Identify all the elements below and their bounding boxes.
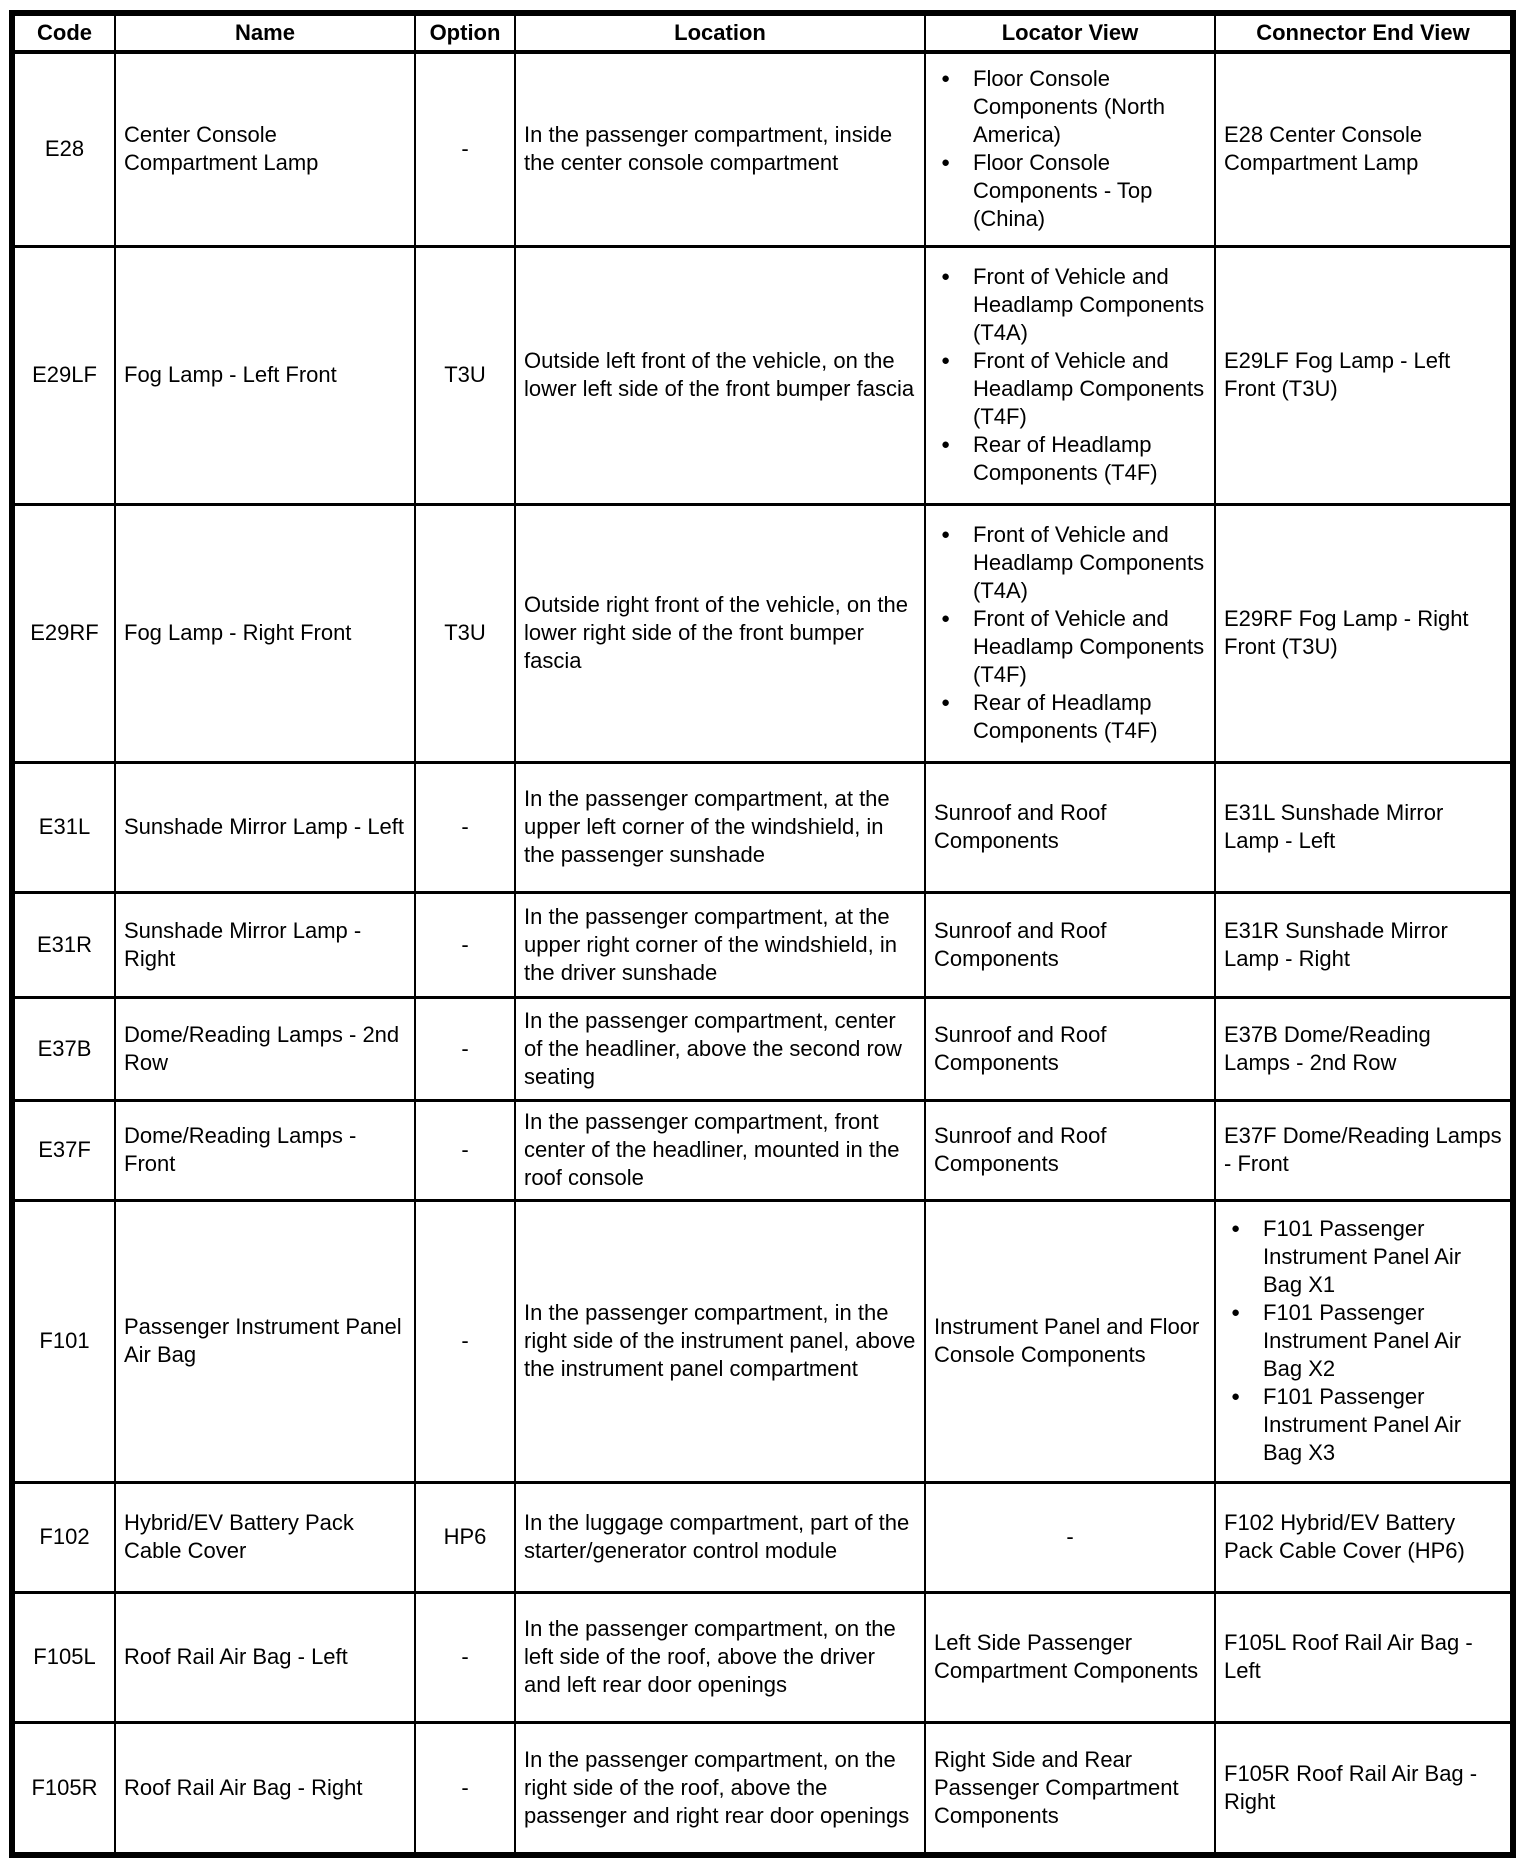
bullet-icon: ● [941, 268, 951, 285]
table-row [12, 1100, 1513, 1200]
cell-connector-end-view [1215, 504, 1513, 762]
cell-location [515, 504, 925, 762]
cell-text: Outside left front of the vehicle, on the lower left side of the front bumper fascia [524, 348, 915, 401]
cell-location [515, 1200, 925, 1482]
cell-text: E28 Center Console Compartment Lamp [1224, 122, 1423, 176]
cell-code [12, 1200, 115, 1482]
bullet-item [938, 263, 1206, 347]
cell-text: Center Console Compartment Lamp [124, 122, 319, 176]
table-row [12, 246, 1513, 504]
cell-location [515, 762, 925, 892]
cell-text: F102 Hybrid/EV Battery Pack Cable Cover (HP6) [1224, 1510, 1465, 1563]
cell-text: E29LF Fog Lamp - Left Front (T3U) [1224, 348, 1451, 401]
bullet-icon: ● [941, 694, 951, 711]
cell-name [115, 1722, 415, 1855]
cell-name [115, 504, 415, 762]
cell-text: Roof Rail Air Bag - Left [124, 1644, 348, 1669]
bullet-item [938, 689, 1206, 745]
cell-text: In the passenger compartment, inside the center console compartment [524, 122, 893, 176]
cell-text: F105L Roof Rail Air Bag - Left [1224, 1630, 1473, 1683]
cell-locator-view [925, 504, 1215, 762]
bullet-item [1228, 1215, 1502, 1299]
table-row [12, 892, 1513, 997]
cell-text: E29LF [32, 362, 97, 387]
cell-text: T3U [444, 362, 486, 387]
cell-name [115, 1200, 415, 1482]
cell-text: Sunroof and Roof Components [934, 1123, 1107, 1176]
cell-connector-end-view [1215, 1482, 1513, 1592]
cell-text: E37F Dome/Reading Lamps - Front [1224, 1123, 1502, 1176]
cell-text: E29RF Fog Lamp - Right Front (T3U) [1224, 606, 1469, 659]
cell-text: E29RF [30, 620, 99, 645]
cell-locator-view [925, 52, 1215, 246]
column-header-name: Name [115, 13, 415, 52]
bullet-icon: ● [941, 352, 951, 369]
column-header-locator-view: Locator View [925, 13, 1215, 52]
cell-location [515, 1722, 925, 1855]
cell-code [12, 1100, 115, 1200]
cell-text: - [461, 931, 469, 957]
cell-connector-end-view [1215, 892, 1513, 997]
cell-connector-end-view [1215, 1722, 1513, 1855]
cell-text: Sunroof and Roof Components [934, 800, 1107, 853]
cell-locator-view [925, 1592, 1215, 1722]
table-header [12, 13, 1513, 52]
bullet-list [934, 521, 1206, 745]
table-row [12, 1200, 1513, 1482]
cell-code [12, 52, 115, 246]
cell-text: E31L [38, 814, 91, 839]
cell-name [115, 1100, 415, 1200]
cell-code [12, 1592, 115, 1722]
table-row [12, 504, 1513, 762]
cell-text: T3U [444, 620, 486, 645]
cell-text: Sunshade Mirror Lamp - Left [124, 814, 405, 839]
cell-location [515, 52, 925, 246]
cell-connector-end-view [1215, 1100, 1513, 1200]
document-page [0, 10, 1520, 1858]
cell-code [12, 892, 115, 997]
table-row [12, 1482, 1513, 1592]
cell-option [415, 1200, 515, 1482]
bullet-icon: ● [941, 70, 951, 88]
cell-text: - [461, 136, 469, 162]
column-header-connector-end-view: Connector End View [1215, 13, 1513, 52]
cell-connector-end-view [1215, 1592, 1513, 1722]
cell-locator-view [925, 1722, 1215, 1855]
cell-text: F105R [31, 1774, 98, 1800]
cell-text: Instrument Panel and Floor Console Components [934, 1314, 1200, 1367]
cell-option [415, 892, 515, 997]
cell-option [415, 1592, 515, 1722]
table-row [12, 1592, 1513, 1722]
cell-text: E31R Sunshade Mirror Lamp - Right [1224, 917, 1448, 971]
cell-text: F105R Roof Rail Air Bag - Right [1224, 1760, 1478, 1814]
cell-text: - [461, 1137, 469, 1162]
bullet-item [938, 149, 1206, 233]
cell-location [515, 246, 925, 504]
bullet-text: Floor Console Components - Top (China) [973, 150, 1153, 232]
bullet-item [1228, 1299, 1502, 1383]
cell-name [115, 892, 415, 997]
cell-connector-end-view [1215, 246, 1513, 504]
cell-text: F105L [33, 1644, 96, 1669]
bullet-text: Rear of Headlamp Components (T4F) [973, 432, 1158, 485]
cell-location [515, 1482, 925, 1592]
table-row [12, 762, 1513, 892]
bullet-text: Front of Vehicle and Headlamp Components (T4A) [973, 264, 1205, 345]
cell-text: Fog Lamp - Left Front [124, 362, 337, 387]
cell-text: - [1066, 1524, 1074, 1549]
bullet-text: F101 Passenger Instrument Panel Air Bag X2 [1263, 1300, 1462, 1381]
cell-text: Dome/Reading Lamps - 2nd Row [124, 1021, 400, 1075]
cell-text: In the passenger compartment, center of the headliner, above the second row seating [524, 1007, 902, 1089]
bullet-text: Front of Vehicle and Headlamp Components (T4F) [973, 606, 1205, 687]
cell-option [415, 52, 515, 246]
cell-location [515, 1100, 925, 1200]
cell-text: - [461, 1328, 469, 1353]
cell-text: E31L Sunshade Mirror Lamp - Left [1224, 800, 1444, 853]
cell-locator-view [925, 997, 1215, 1100]
cell-location [515, 1592, 925, 1722]
cell-text: E37B [37, 1035, 92, 1061]
bullet-icon: ● [941, 610, 951, 627]
bullet-list [1224, 1215, 1502, 1467]
column-header-location: Location [515, 13, 925, 52]
column-header-code: Code [12, 13, 115, 52]
cell-code [12, 246, 115, 504]
bullet-text: Floor Console Components (North America) [973, 66, 1165, 148]
bullet-item [938, 347, 1206, 431]
cell-location [515, 892, 925, 997]
cell-text: - [461, 1035, 469, 1061]
cell-locator-view [925, 1482, 1215, 1592]
cell-text: In the passenger compartment, on the left side of the roof, above the driver and left rear door openings [524, 1616, 896, 1697]
connector-table [9, 10, 1516, 1858]
cell-name [115, 246, 415, 504]
bullet-icon: ● [1231, 1304, 1241, 1321]
cell-locator-view [925, 246, 1215, 504]
cell-option [415, 246, 515, 504]
cell-locator-view [925, 762, 1215, 892]
bullet-text: Rear of Headlamp Components (T4F) [973, 690, 1158, 743]
cell-text: - [461, 1774, 469, 1800]
cell-code [12, 762, 115, 892]
cell-name [115, 762, 415, 892]
cell-text: Passenger Instrument Panel Air Bag [124, 1314, 402, 1367]
cell-connector-end-view [1215, 52, 1513, 246]
bullet-text: F101 Passenger Instrument Panel Air Bag X1 [1263, 1216, 1462, 1297]
cell-text: Roof Rail Air Bag - Right [124, 1774, 363, 1800]
cell-option [415, 762, 515, 892]
cell-text: E37F [38, 1137, 91, 1162]
bullet-icon: ● [1231, 1388, 1241, 1405]
cell-option [415, 504, 515, 762]
cell-code [12, 1722, 115, 1855]
table-row [12, 1722, 1513, 1855]
bullet-icon: ● [941, 154, 951, 172]
cell-text: Right Side and Rear Passenger Compartment Components [934, 1746, 1179, 1828]
cell-connector-end-view [1215, 1200, 1513, 1482]
cell-text: In the passenger compartment, in the right side of the instrument panel, above the instrument panel compartment [524, 1300, 916, 1381]
cell-text: Fog Lamp - Right Front [124, 620, 352, 645]
table-row [12, 52, 1513, 246]
cell-location [515, 997, 925, 1100]
cell-text: Outside right front of the vehicle, on the lower right side of the front bumper fascia [524, 592, 909, 673]
cell-option [415, 1482, 515, 1592]
cell-text: In the luggage compartment, part of the starter/generator control module [524, 1510, 910, 1563]
cell-text: Sunshade Mirror Lamp - Right [124, 917, 362, 971]
bullet-icon: ● [1231, 1220, 1241, 1237]
cell-text: In the passenger compartment, on the right side of the roof, above the passenger and right rear door openings [524, 1746, 910, 1828]
bullet-item [938, 521, 1206, 605]
cell-text: Sunroof and Roof Components [934, 917, 1107, 971]
cell-text: Left Side Passenger Compartment Components [934, 1630, 1199, 1683]
table-body [12, 52, 1513, 1855]
bullet-item [938, 605, 1206, 689]
bullet-item [1228, 1383, 1502, 1467]
cell-code [12, 997, 115, 1100]
bullet-text: F101 Passenger Instrument Panel Air Bag X3 [1263, 1384, 1462, 1465]
cell-code [12, 1482, 115, 1592]
bullet-icon: ● [941, 436, 951, 453]
bullet-text: Front of Vehicle and Headlamp Components (T4F) [973, 348, 1205, 429]
bullet-list [934, 263, 1206, 487]
column-header-option: Option [415, 13, 515, 52]
cell-text: In the passenger compartment, at the upper right corner of the windshield, in the driver sunshade [524, 903, 897, 985]
header-row [12, 13, 1513, 52]
cell-locator-view [925, 1100, 1215, 1200]
cell-locator-view [925, 1200, 1215, 1482]
cell-connector-end-view [1215, 762, 1513, 892]
cell-name [115, 1482, 415, 1592]
cell-option [415, 1722, 515, 1855]
bullet-text: Front of Vehicle and Headlamp Components (T4A) [973, 522, 1205, 603]
cell-option [415, 1100, 515, 1200]
cell-text: E37B Dome/Reading Lamps - 2nd Row [1224, 1021, 1431, 1075]
bullet-item [938, 65, 1206, 149]
cell-text: In the passenger compartment, front center of the headliner, mounted in the roof console [524, 1109, 900, 1190]
cell-text: Hybrid/EV Battery Pack Cable Cover [124, 1510, 354, 1563]
cell-option [415, 997, 515, 1100]
cell-locator-view [925, 892, 1215, 997]
cell-text: Dome/Reading Lamps - Front [124, 1123, 357, 1176]
cell-text: E31R [36, 931, 93, 957]
cell-name [115, 997, 415, 1100]
cell-text: - [461, 814, 469, 839]
cell-connector-end-view [1215, 997, 1513, 1100]
table-row [12, 997, 1513, 1100]
cell-text: - [461, 1644, 469, 1669]
bullet-item [938, 431, 1206, 487]
cell-text: In the passenger compartment, at the upper left corner of the windshield, in the passenger sunshade [524, 786, 890, 867]
cell-text: Sunroof and Roof Components [934, 1021, 1107, 1075]
cell-code [12, 504, 115, 762]
cell-name [115, 52, 415, 246]
cell-text: E28 [44, 136, 85, 162]
bullet-list [934, 65, 1206, 233]
cell-text: F102 [39, 1524, 90, 1549]
cell-name [115, 1592, 415, 1722]
bullet-icon: ● [941, 526, 951, 543]
cell-text: HP6 [443, 1524, 487, 1549]
cell-text: F101 [39, 1328, 90, 1353]
